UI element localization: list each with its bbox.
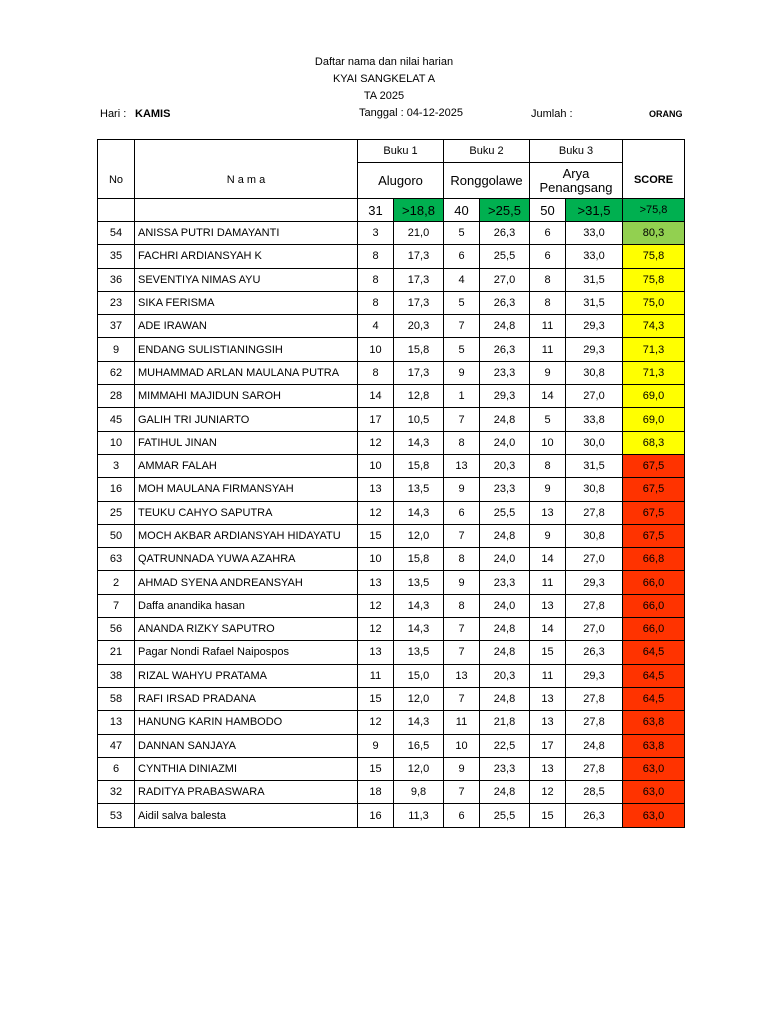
row-name: ADE IRAWAN: [135, 315, 358, 338]
tanggal: Tanggal : 04-12-2025: [359, 107, 463, 119]
row-b2-count: 1: [444, 385, 480, 408]
row-b2-value: 23,3: [480, 478, 530, 501]
hari-label: Hari :: [100, 108, 127, 120]
row-b3-value: 31,5: [566, 454, 623, 477]
row-no: 35: [98, 245, 135, 268]
row-b2-count: 8: [444, 548, 480, 571]
row-b2-value: 24,8: [480, 408, 530, 431]
row-b3-value: 33,0: [566, 245, 623, 268]
row-score: 63,0: [623, 781, 685, 804]
row-score: 67,5: [623, 478, 685, 501]
row-b2-value: 26,3: [480, 338, 530, 361]
class-name: KYAI SANGKELAT A: [332, 73, 436, 85]
row-b3-count: 9: [530, 361, 566, 384]
row-name: FATIHUL JINAN: [135, 431, 358, 454]
row-b2-count: 6: [444, 245, 480, 268]
row-b1-value: 15,8: [394, 338, 444, 361]
table-row: [98, 478, 685, 501]
row-b1-count: 13: [358, 571, 394, 594]
row-name: ANANDA RIZKY SAPUTRO: [135, 618, 358, 641]
row-b3-value: 27,8: [566, 757, 623, 780]
row-name: AMMAR FALAH: [135, 454, 358, 477]
row-b1-count: 12: [358, 594, 394, 617]
row-score: 69,0: [623, 385, 685, 408]
row-b2-count: 9: [444, 361, 480, 384]
row-no: 2: [98, 571, 135, 594]
no-header: No: [98, 163, 135, 199]
table-row: [98, 757, 685, 780]
row-b3-value: 27,8: [566, 501, 623, 524]
row-b3-count: 13: [530, 501, 566, 524]
row-score: 63,0: [623, 804, 685, 827]
row-b3-value: 33,8: [566, 408, 623, 431]
row-score: 75,8: [623, 245, 685, 268]
row-b1-count: 8: [358, 361, 394, 384]
row-no: 25: [98, 501, 135, 524]
row-no: 16: [98, 478, 135, 501]
row-b2-value: 24,8: [480, 524, 530, 547]
table-row: [98, 385, 685, 408]
row-b1-count: 17: [358, 408, 394, 431]
nama-header: N a m a: [135, 163, 358, 199]
row-score: 67,5: [623, 524, 685, 547]
row-b1-count: 4: [358, 315, 394, 338]
row-b2-value: 24,0: [480, 548, 530, 571]
row-name: AHMAD SYENA ANDREANSYAH: [135, 571, 358, 594]
row-b1-value: 15,8: [394, 454, 444, 477]
row-b2-value: 24,8: [480, 315, 530, 338]
row-b3-value: 31,5: [566, 291, 623, 314]
table-row: [98, 804, 685, 827]
row-b1-value: 11,3: [394, 804, 444, 827]
row-b1-value: 13,5: [394, 478, 444, 501]
table-row: [98, 781, 685, 804]
row-b3-count: 6: [530, 222, 566, 245]
book2-title: Ronggolawe: [444, 163, 530, 199]
row-b2-value: 24,8: [480, 781, 530, 804]
row-b3-value: 27,0: [566, 385, 623, 408]
row-b1-count: 8: [358, 291, 394, 314]
row-name: Pagar Nondi Rafael Naipospos: [135, 641, 358, 664]
row-b2-value: 24,8: [480, 687, 530, 710]
row-no: 13: [98, 711, 135, 734]
row-b3-value: 31,5: [566, 268, 623, 291]
b1-threshold: >18,8: [394, 199, 444, 222]
b2-threshold: >25,5: [480, 199, 530, 222]
row-b3-count: 6: [530, 245, 566, 268]
row-b1-value: 12,0: [394, 687, 444, 710]
row-b3-count: 10: [530, 431, 566, 454]
row-b3-count: 8: [530, 291, 566, 314]
row-b1-count: 9: [358, 734, 394, 757]
row-b1-value: 14,3: [394, 431, 444, 454]
row-score: 74,3: [623, 315, 685, 338]
table-row: [98, 687, 685, 710]
row-b1-value: 14,3: [394, 711, 444, 734]
row-score: 64,5: [623, 641, 685, 664]
table-row: [98, 431, 685, 454]
row-b1-count: 11: [358, 664, 394, 687]
row-score: 67,5: [623, 454, 685, 477]
row-b2-count: 7: [444, 315, 480, 338]
row-name: SIKA FERISMA: [135, 291, 358, 314]
row-no: 37: [98, 315, 135, 338]
row-b1-value: 17,3: [394, 268, 444, 291]
row-b1-count: 15: [358, 524, 394, 547]
row-b1-count: 14: [358, 385, 394, 408]
row-b1-count: 12: [358, 711, 394, 734]
row-b2-count: 7: [444, 408, 480, 431]
row-no: 45: [98, 408, 135, 431]
row-score: 63,8: [623, 711, 685, 734]
row-b2-count: 8: [444, 431, 480, 454]
table-row: [98, 454, 685, 477]
row-b3-count: 14: [530, 385, 566, 408]
row-b2-count: 11: [444, 711, 480, 734]
row-b1-count: 12: [358, 501, 394, 524]
row-name: ENDANG SULISTIANINGSIH: [135, 338, 358, 361]
row-score: 64,5: [623, 664, 685, 687]
row-b1-count: 15: [358, 687, 394, 710]
row-b3-count: 9: [530, 478, 566, 501]
table-row: [98, 594, 685, 617]
row-b1-count: 10: [358, 548, 394, 571]
row-no: 21: [98, 641, 135, 664]
row-b2-value: 29,3: [480, 385, 530, 408]
row-b3-count: 8: [530, 268, 566, 291]
row-b3-count: 17: [530, 734, 566, 757]
row-b3-value: 33,0: [566, 222, 623, 245]
row-no: 28: [98, 385, 135, 408]
row-b2-count: 7: [444, 641, 480, 664]
book1-title: Alugoro: [358, 163, 444, 199]
row-name: SEVENTIYA NIMAS AYU: [135, 268, 358, 291]
row-b3-value: 27,8: [566, 594, 623, 617]
table-row: [98, 571, 685, 594]
row-b3-value: 29,3: [566, 664, 623, 687]
row-name: Daffa anandika hasan: [135, 594, 358, 617]
row-b1-value: 21,0: [394, 222, 444, 245]
row-name: MIMMAHI MAJIDUN SAROH: [135, 385, 358, 408]
row-name: RAFI IRSAD PRADANA: [135, 687, 358, 710]
row-score: 75,0: [623, 291, 685, 314]
table-row: [98, 501, 685, 524]
row-b1-count: 18: [358, 781, 394, 804]
row-b3-value: 24,8: [566, 734, 623, 757]
table-row: [98, 245, 685, 268]
row-name: GALIH TRI JUNIARTO: [135, 408, 358, 431]
row-no: 6: [98, 757, 135, 780]
row-score: 80,3: [623, 222, 685, 245]
row-b3-count: 11: [530, 664, 566, 687]
row-b1-value: 15,0: [394, 664, 444, 687]
row-b3-value: 27,8: [566, 687, 623, 710]
table-row: [98, 268, 685, 291]
row-b1-value: 17,3: [394, 291, 444, 314]
row-b1-count: 3: [358, 222, 394, 245]
row-b3-value: 27,0: [566, 618, 623, 641]
row-score: 63,0: [623, 757, 685, 780]
row-b1-value: 14,3: [394, 618, 444, 641]
row-b1-count: 12: [358, 618, 394, 641]
row-b2-value: 23,3: [480, 571, 530, 594]
row-b2-value: 22,5: [480, 734, 530, 757]
header-row-books: [98, 140, 685, 163]
table-row: [98, 734, 685, 757]
row-name: TEUKU CAHYO SAPUTRA: [135, 501, 358, 524]
row-b2-count: 5: [444, 222, 480, 245]
b1-total: 31: [358, 199, 394, 222]
row-b3-count: 8: [530, 454, 566, 477]
row-score: 75,8: [623, 268, 685, 291]
row-b2-count: 7: [444, 524, 480, 547]
b3-threshold: >31,5: [566, 199, 623, 222]
row-b2-value: 23,3: [480, 361, 530, 384]
row-no: 23: [98, 291, 135, 314]
row-no: 36: [98, 268, 135, 291]
row-b1-value: 12,8: [394, 385, 444, 408]
row-b2-value: 23,3: [480, 757, 530, 780]
row-name: CYNTHIA DINIAZMI: [135, 757, 358, 780]
row-name: RADITYA PRABASWARA: [135, 781, 358, 804]
row-b1-count: 13: [358, 641, 394, 664]
row-b2-value: 24,8: [480, 641, 530, 664]
row-score: 64,5: [623, 687, 685, 710]
table-row: [98, 408, 685, 431]
row-b3-count: 11: [530, 338, 566, 361]
row-score: 66,0: [623, 594, 685, 617]
row-name: FACHRI ARDIANSYAH K: [135, 245, 358, 268]
table-row: [98, 711, 685, 734]
row-b2-count: 13: [444, 454, 480, 477]
row-b2-value: 25,5: [480, 245, 530, 268]
row-b2-count: 8: [444, 594, 480, 617]
row-name: RIZAL WAHYU PRATAMA: [135, 664, 358, 687]
row-no: 3: [98, 454, 135, 477]
row-no: 38: [98, 664, 135, 687]
table-row: [98, 641, 685, 664]
row-b2-count: 13: [444, 664, 480, 687]
row-b2-value: 26,3: [480, 222, 530, 245]
row-score: 67,5: [623, 501, 685, 524]
row-b1-count: 13: [358, 478, 394, 501]
buku2-header: Buku 2: [444, 140, 530, 163]
row-no: 7: [98, 594, 135, 617]
row-no: 32: [98, 781, 135, 804]
row-name: MOH MAULANA FIRMANSYAH: [135, 478, 358, 501]
row-no: 9: [98, 338, 135, 361]
row-b2-count: 5: [444, 291, 480, 314]
row-b2-value: 27,0: [480, 268, 530, 291]
row-score: 69,0: [623, 408, 685, 431]
row-b1-count: 15: [358, 757, 394, 780]
row-score: 71,3: [623, 361, 685, 384]
row-no: 63: [98, 548, 135, 571]
row-b1-value: 20,3: [394, 315, 444, 338]
row-name: QATRUNNADA YUWA AZAHRA: [135, 548, 358, 571]
row-b1-value: 13,5: [394, 641, 444, 664]
row-b2-count: 4: [444, 268, 480, 291]
row-b2-count: 10: [444, 734, 480, 757]
row-b2-value: 24,0: [480, 431, 530, 454]
row-b3-count: 12: [530, 781, 566, 804]
row-b3-count: 13: [530, 711, 566, 734]
row-no: 53: [98, 804, 135, 827]
row-score: 68,3: [623, 431, 685, 454]
row-b2-value: 24,8: [480, 618, 530, 641]
row-b2-count: 6: [444, 804, 480, 827]
row-no: 58: [98, 687, 135, 710]
row-no: 10: [98, 431, 135, 454]
row-b3-value: 29,3: [566, 338, 623, 361]
row-b1-value: 15,8: [394, 548, 444, 571]
table-row: [98, 548, 685, 571]
row-score: 71,3: [623, 338, 685, 361]
row-b1-count: 16: [358, 804, 394, 827]
row-b3-count: 14: [530, 548, 566, 571]
row-b2-value: 25,5: [480, 501, 530, 524]
row-b3-count: 15: [530, 641, 566, 664]
buku3-header: Buku 3: [530, 140, 623, 163]
table-row: [98, 524, 685, 547]
row-b1-value: 17,3: [394, 361, 444, 384]
row-b1-value: 14,3: [394, 501, 444, 524]
row-b3-value: 30,8: [566, 524, 623, 547]
row-no: 47: [98, 734, 135, 757]
row-b2-count: 7: [444, 618, 480, 641]
row-b1-value: 9,8: [394, 781, 444, 804]
row-b1-value: 13,5: [394, 571, 444, 594]
row-b3-value: 30,8: [566, 478, 623, 501]
row-name: MOCH AKBAR ARDIANSYAH HIDAYATU: [135, 524, 358, 547]
row-b1-value: 12,0: [394, 757, 444, 780]
row-b1-value: 17,3: [394, 245, 444, 268]
row-b3-count: 14: [530, 618, 566, 641]
row-b2-count: 9: [444, 757, 480, 780]
row-no: 56: [98, 618, 135, 641]
threshold-row: [98, 199, 685, 222]
table-row: [98, 291, 685, 314]
row-b3-count: 13: [530, 687, 566, 710]
table-row: [98, 361, 685, 384]
row-b2-count: 5: [444, 338, 480, 361]
row-no: 62: [98, 361, 135, 384]
row-name: ANISSA PUTRI DAMAYANTI: [135, 222, 358, 245]
row-name: Aidil salva balesta: [135, 804, 358, 827]
orang-label: ORANG: [649, 109, 683, 119]
row-b1-value: 10,5: [394, 408, 444, 431]
doc-title: Daftar nama dan nilai harian: [314, 56, 454, 68]
hari-value: KAMIS: [135, 108, 171, 120]
row-b3-value: 29,3: [566, 571, 623, 594]
row-b3-count: 11: [530, 571, 566, 594]
b2-total: 40: [444, 199, 480, 222]
row-b1-count: 8: [358, 268, 394, 291]
row-b3-count: 11: [530, 315, 566, 338]
row-score: 66,0: [623, 618, 685, 641]
row-name: MUHAMMAD ARLAN MAULANA PUTRA: [135, 361, 358, 384]
row-b2-value: 24,0: [480, 594, 530, 617]
row-b2-count: 7: [444, 781, 480, 804]
row-name: DANNAN SANJAYA: [135, 734, 358, 757]
table-row: [98, 222, 685, 245]
row-score: 63,8: [623, 734, 685, 757]
row-name: HANUNG KARIN HAMBODO: [135, 711, 358, 734]
row-b2-value: 21,8: [480, 711, 530, 734]
row-b3-value: 30,0: [566, 431, 623, 454]
row-b1-count: 10: [358, 338, 394, 361]
book3-title: Arya Penangsang: [530, 163, 623, 199]
header-row-titles: [98, 163, 685, 199]
buku1-header: Buku 1: [358, 140, 444, 163]
score-header: SCORE: [623, 163, 685, 199]
row-b2-value: 20,3: [480, 454, 530, 477]
row-b3-count: 5: [530, 408, 566, 431]
row-b3-value: 26,3: [566, 641, 623, 664]
row-b1-value: 14,3: [394, 594, 444, 617]
row-b2-count: 7: [444, 687, 480, 710]
row-b2-count: 9: [444, 571, 480, 594]
score-threshold: >75,8: [623, 199, 685, 222]
row-b2-value: 20,3: [480, 664, 530, 687]
row-no: 54: [98, 222, 135, 245]
row-no: 50: [98, 524, 135, 547]
row-b3-value: 28,5: [566, 781, 623, 804]
row-b3-value: 29,3: [566, 315, 623, 338]
row-b2-count: 9: [444, 478, 480, 501]
row-b2-value: 25,5: [480, 804, 530, 827]
row-b3-count: 13: [530, 594, 566, 617]
row-b3-count: 13: [530, 757, 566, 780]
row-score: 66,0: [623, 571, 685, 594]
row-b3-count: 15: [530, 804, 566, 827]
row-b1-value: 16,5: [394, 734, 444, 757]
row-score: 66,8: [623, 548, 685, 571]
academic-year: TA 2025: [363, 90, 405, 102]
row-b1-value: 12,0: [394, 524, 444, 547]
score-table: [97, 139, 685, 828]
row-b3-value: 27,0: [566, 548, 623, 571]
table-row: [98, 315, 685, 338]
row-b3-value: 27,8: [566, 711, 623, 734]
table-row: [98, 338, 685, 361]
row-b2-value: 26,3: [480, 291, 530, 314]
row-b3-value: 30,8: [566, 361, 623, 384]
row-b3-count: 9: [530, 524, 566, 547]
jumlah-label: Jumlah :: [531, 108, 573, 120]
row-b1-count: 10: [358, 454, 394, 477]
table-row: [98, 618, 685, 641]
table-row: [98, 664, 685, 687]
row-b3-value: 26,3: [566, 804, 623, 827]
row-b1-count: 12: [358, 431, 394, 454]
b3-total: 50: [530, 199, 566, 222]
row-b2-count: 6: [444, 501, 480, 524]
row-b1-count: 8: [358, 245, 394, 268]
